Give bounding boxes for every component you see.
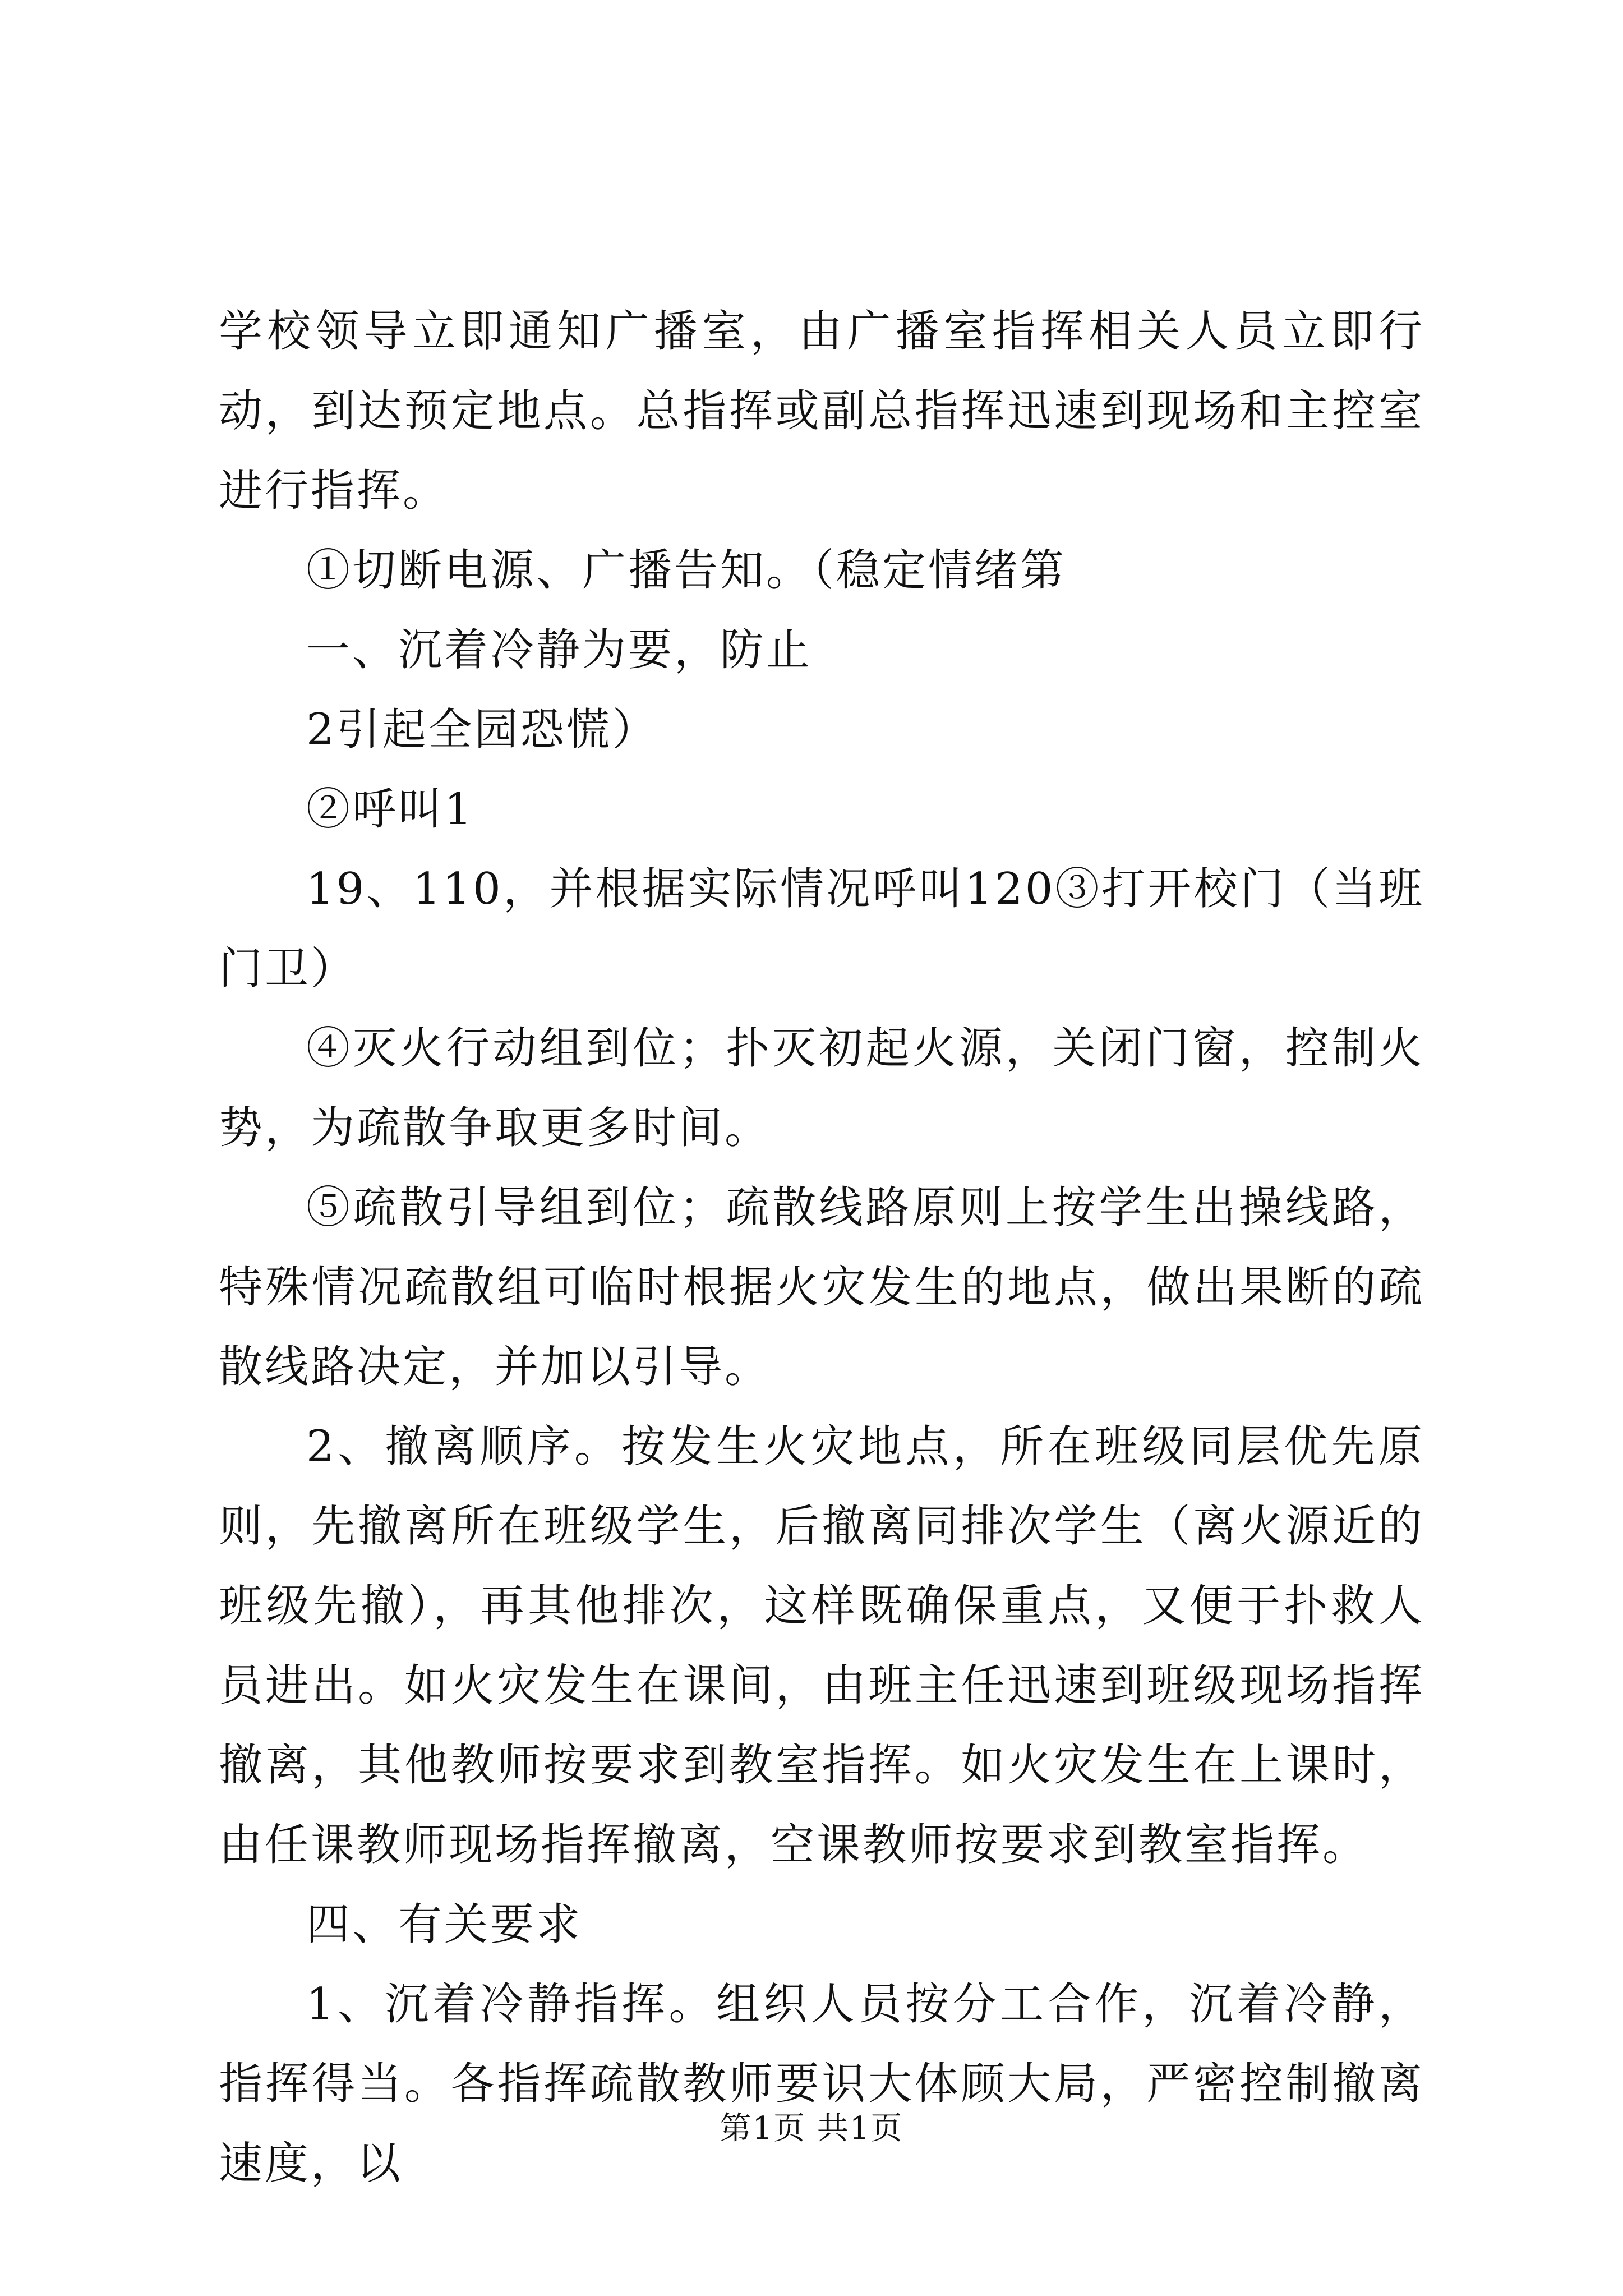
paragraph-4: 2引起全园恐慌）	[306, 705, 658, 755]
paragraph-11: 1、沉着冷静指挥。组织人员按分工合作，沉着冷静，指挥得当。各指挥疏散教师要识大体顾大局，严密控制撤离速度，以	[219, 1979, 1424, 2189]
paragraph-7: ④灭火行动组到位；扑灭初起火源，关闭门窗，控制火势，为疏散争取更多时间。	[219, 1023, 1424, 1153]
paragraph-1: 学校领导立即通知广播室，由广播室指挥相关人员立即行动，到达预定地点。总指挥或副总指挥迅速到现场和主控室进行指挥。	[219, 306, 1424, 516]
paragraph-5: ②呼叫1	[306, 784, 474, 835]
page-number-label: 第1页 共1页	[720, 2110, 903, 2147]
paragraph-6: 19、110，并根据实际情况呼叫120③打开校门（当班门卫）	[219, 864, 1424, 994]
document-body	[219, 292, 1424, 2203]
paragraph-9: 2、撤离顺序。按发生火灾地点，所在班级同层优先原则，先撤离所在班级学生，后撤离同排次学生（离火源近的班级先撤），再其他排次，这样既确保重点，又便于扑救人员进出。如火灾发生在课间，由班主任迅速到班级现场指挥撤离，其他教师按要求到教室指挥。如火灾发生在上课时，由任课教师现场指挥撤离，空课教师按要求到教室指挥。	[219, 1421, 1424, 1870]
paragraph-2: ①切断电源、广播告知。（稳定情绪第	[306, 545, 1067, 596]
paragraph-8: ⑤疏散引导组到位；疏散线路原则上按学生出操线路，特殊情况疏散组可临时根据火灾发生的地点，做出果断的疏散线路决定，并加以引导。	[219, 1182, 1424, 1392]
paragraph-3: 一、沉着冷静为要，防止	[306, 625, 813, 675]
section-heading-4: 四、有关要求	[306, 1899, 583, 1950]
page-footer	[0, 2109, 1623, 2148]
